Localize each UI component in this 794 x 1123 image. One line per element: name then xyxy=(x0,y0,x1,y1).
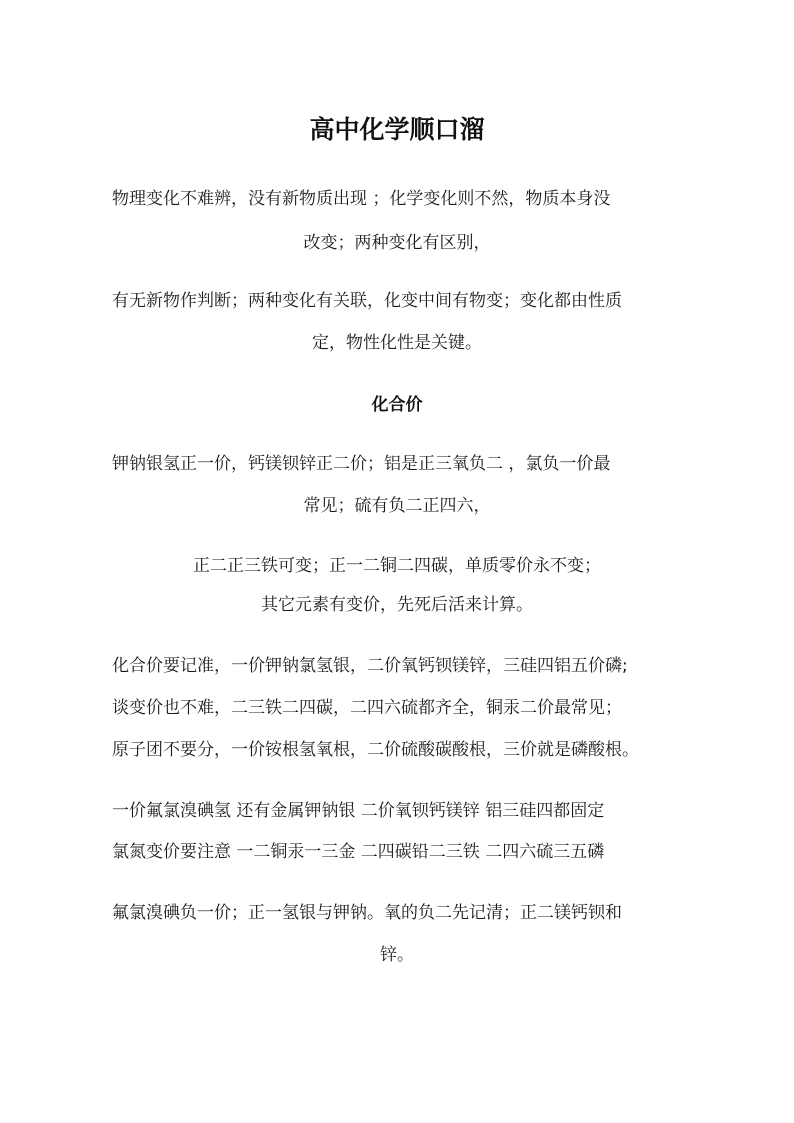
section-heading: 化合价 xyxy=(371,395,423,415)
paragraph-line: 氟氯溴碘负一价；正一氢银与钾钠。氧的负二先记清；正二镁钙钡和 xyxy=(112,903,622,923)
paragraph-line: 谈变价也不难，二三铁二四碳，二四六硫都齐全，铜汞二价最常见； xyxy=(112,698,622,718)
paragraph-line: 改变；两种变化有区别， xyxy=(303,233,491,253)
paragraph-line: 氯氮变价要注意 一二铜汞一三金 二四碳铅二三铁 二四六硫三五磷 xyxy=(112,842,605,862)
paragraph-line: 原子团不要分，一价铵根氢氧根，二价硫酸碳酸根，三价就是磷酸根。 xyxy=(112,740,639,760)
paragraph-line: 锌。 xyxy=(380,945,414,965)
paragraph-line: 物理变化不难辨，没有新物质出现 ；化学变化则不然，物质本身没 xyxy=(112,189,611,209)
document-title: 高中化学顺口溜 xyxy=(309,115,485,144)
paragraph-line: 化合价要记准，一价钾钠氯氢银，二价氧钙钡镁锌，三硅四铝五价磷; xyxy=(112,656,628,676)
paragraph-line: 其它元素有变价，先死后活来计算。 xyxy=(261,595,533,615)
paragraph-line: 正二正三铁可变；正一二铜二四碳，单质零价永不变； xyxy=(193,556,601,576)
paragraph-line: 一价氟氯溴碘氢 还有金属钾钠银 二价氧钡钙镁锌 铝三硅四都固定 xyxy=(112,801,605,821)
paragraph-line: 定，物性化性是关键。 xyxy=(312,333,482,353)
paragraph-line: 常见；硫有负二正四六， xyxy=(303,496,491,516)
paragraph-line: 有无新物作判断；两种变化有关联，化变中间有物变；变化都由性质 xyxy=(112,291,622,311)
paragraph-line: 钾钠银氢正一价，钙镁钡锌正二价；铝是正三氧负二 ，氯负一价最 xyxy=(112,454,611,474)
